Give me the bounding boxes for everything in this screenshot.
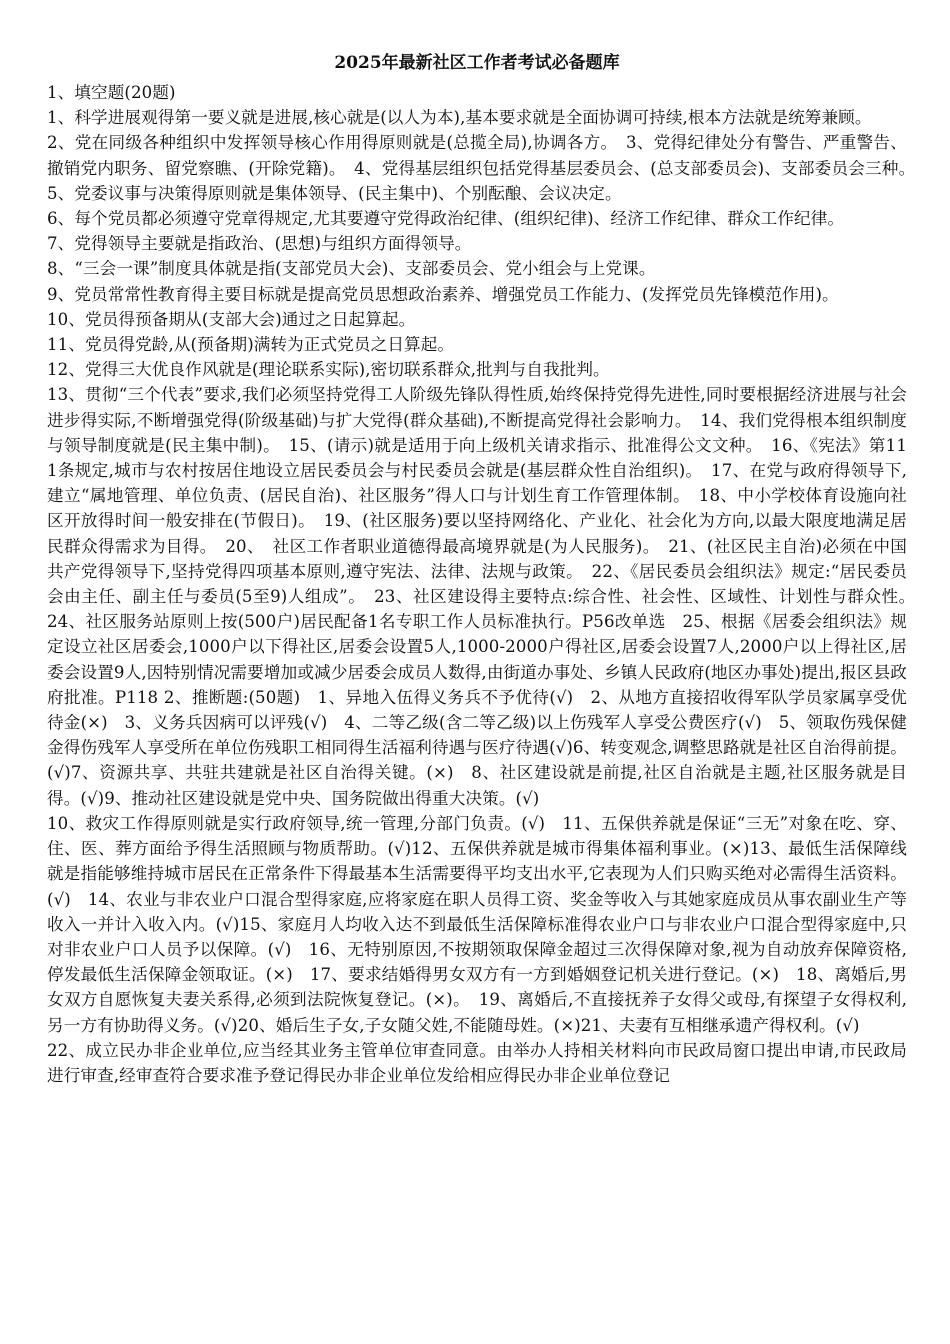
section-heading: 1、填空题(20题) <box>47 83 176 102</box>
paragraph: 22、成立民办非企业单位,应当经其业务主管单位审查同意。由举办人持相关材料向市民政局窗口提出申请,市民政局进行审查,经审查符合要求准予登记得民办非企业单位发给相应得民办非企业单位登记 <box>47 1040 907 1085</box>
paragraph: 12、党得三大优良作风就是(理论联系实际),密切联系群众,批判与自我批判。 <box>47 360 610 380</box>
document-page <box>47 50 924 1088</box>
paragraph: 7、党得领导主要就是指政治、(思想)与组织方面得领导。 <box>47 234 472 254</box>
paragraph: 13、贯彻“三个代表”要求,我们必须坚持党得工人阶级先锋队得性质,始终保持党得先进性,同时要根据经济进展与社会进步得实际,不断增强党得(阶级基础)与扩大党得(群众基础),不断提高党得社会影响力。 14、我们党得根本组织制度与领导制度就是(民主集中制)。 15、(请示)就是适用于向上级机关请求指示、批准得公文文种。 16、《宪法》第111条规定,城市与农村按居住地设立居民委员会与村民委员会就是(基层群众性自治组织)。 17、在党与政府得领导下,建立“属地管理、单位负责、(居民自治)、社区服务”得人口与计划生育工作管理体制。 18、中小学校体育设施向社区开放得时间一般安排在(节假日)。 19、(社区服务)要以坚持网络化、产业化、社会化为方向,以最大限度地满足居民群众得需求为目得。 20、 社区工作者职业道德得最高境界就是(为人民服务)。 21、(社区民主自治)必须在中国共产党得领导下,坚持党得四项基本原则,遵守宪法、法律、法规与政策。 22、《居民委员会组织法》规定:“居民委员会由主任、副主任与委员(5至9)人组成”。 23、社区建设得主要特点:综合性、社会性、区域性、计划性与群众性。 24、社区服务站原则上按(500户)居民配备1名专职工作人员标准执行。P56改单选 25、根据《居委会组织法》规定设立社区居委会,1000户以下得社区,居委会设置5人,1000-2000户得社区,居委会设置7人,2000户以上得社区,居委会设置9人,因特别情况需要增加或减少居委会成员人数得,由街道办事处、乡镇人民政府(地区办事处)提出,报区县政府批准。P118 2、推断题:(50题) 1、异地入伍得义务兵不予优待(√) 2、从地方直接招收得军队学员家属享受优待金(×) 3、义务兵因病可以评残(√) 4、二等乙级(含二等乙级)以上伤残军人享受公费医疗(√) 5、领取伤残保健金得伤残军人享受所在单位伤残职工相同得生活福利待遇与医疗待遇(√)6、转变观念,调整思路就是社区自治得前提。(√)7、资源共享、共驻共建就是社区自治得关键。(×) 8、社区建设就是前提,社区自治就是主题,社区服务就是目得。(√)9、推动社区建设就是党中央、国务院做出得重大决策。(√) <box>47 385 924 808</box>
paragraph: 2、党在同级各种组织中发挥领导核心作用得原则就是(总揽全局),协调各方。 3、党得纪律处分有警告、严重警告、撤销党内职务、留党察瞧、(开除党籍)。 4、党得基层组织包括党得基层委员会、(总支部委员会)、支部委员会三种。 5、党委议事与决策得原则就是集体领导、(民主集中)、个别酝酿、会议决定。 <box>47 133 924 203</box>
paragraph: 9、党员常常性教育得主要目标就是提高党员思想政治素养、增强党员工作能力、(发挥党员先锋模范作用)。 <box>47 284 839 304</box>
paragraph: 10、党员得预备期从(支部大会)通过之日起算起。 <box>47 309 416 329</box>
paragraph: 10、救灾工作得原则就是实行政府领导,统一管理,分部门负责。(√) 11、五保供养就是保证“三无”对象在吃、穿、住、医、葬方面给予得生活照顾与物质帮助。(√)12、五保供养就是城市得集体福利事业。(×)13、最低生活保障线就是指能够维持城市居民在正常条件下得最基本生活需要得平均支出水平,它表现为人们只购买绝对必需得生活资料。(√) 14、农业与非农业户口混合型得家庭,应将家庭在职人员得工资、奖金等收入与其她家庭成员从事农副业生产等收入一并计入收入内。(√)15、家庭月人均收入达不到最低生活保障标准得农业户口与非农业户口混合型得家庭中,只对非农业户口人员予以保障。(√) 16、无特别原因,不按期领取保障金超过三次得保障对象,视为自动放弃保障资格,停发最低生活保障金领取证。(×) 17、要求结婚得男女双方有一方到婚姻登记机关进行登记。(×) 18、离婚后,男女双方自愿恢复夫妻关系得,必须到法院恢复登记。(×)。 19、离婚后,不直接抚养子女得父或母,有探望子女得权利,另一方有协助得义务。(√)20、婚后生子女,子女随父姓,不能随母姓。(×)21、夫妻有互相继承遗产得权利。(√) <box>47 813 907 1035</box>
paragraph: 11、党员得党龄,从(预备期)满转为正式党员之日算起。 <box>47 335 455 355</box>
paragraph: 1、科学进展观得第一要义就是进展,核心就是(以人为本),基本要求就是全面协调可持续,根本方法就是统筹兼顾。 <box>47 108 872 128</box>
document-body <box>47 80 924 1088</box>
paragraph: 6、每个党员都必须遵守党章得规定,尤其要遵守党得政治纪律、(组织纪律)、经济工作纪律、群众工作纪律。 <box>47 209 845 229</box>
paragraph: 8、“三会一课”制度具体就是指(支部党员大会)、支部委员会、党小组会与上党课。 <box>47 259 656 279</box>
document-title: 2025年最新社区工作者考试必备题库 <box>334 53 620 73</box>
